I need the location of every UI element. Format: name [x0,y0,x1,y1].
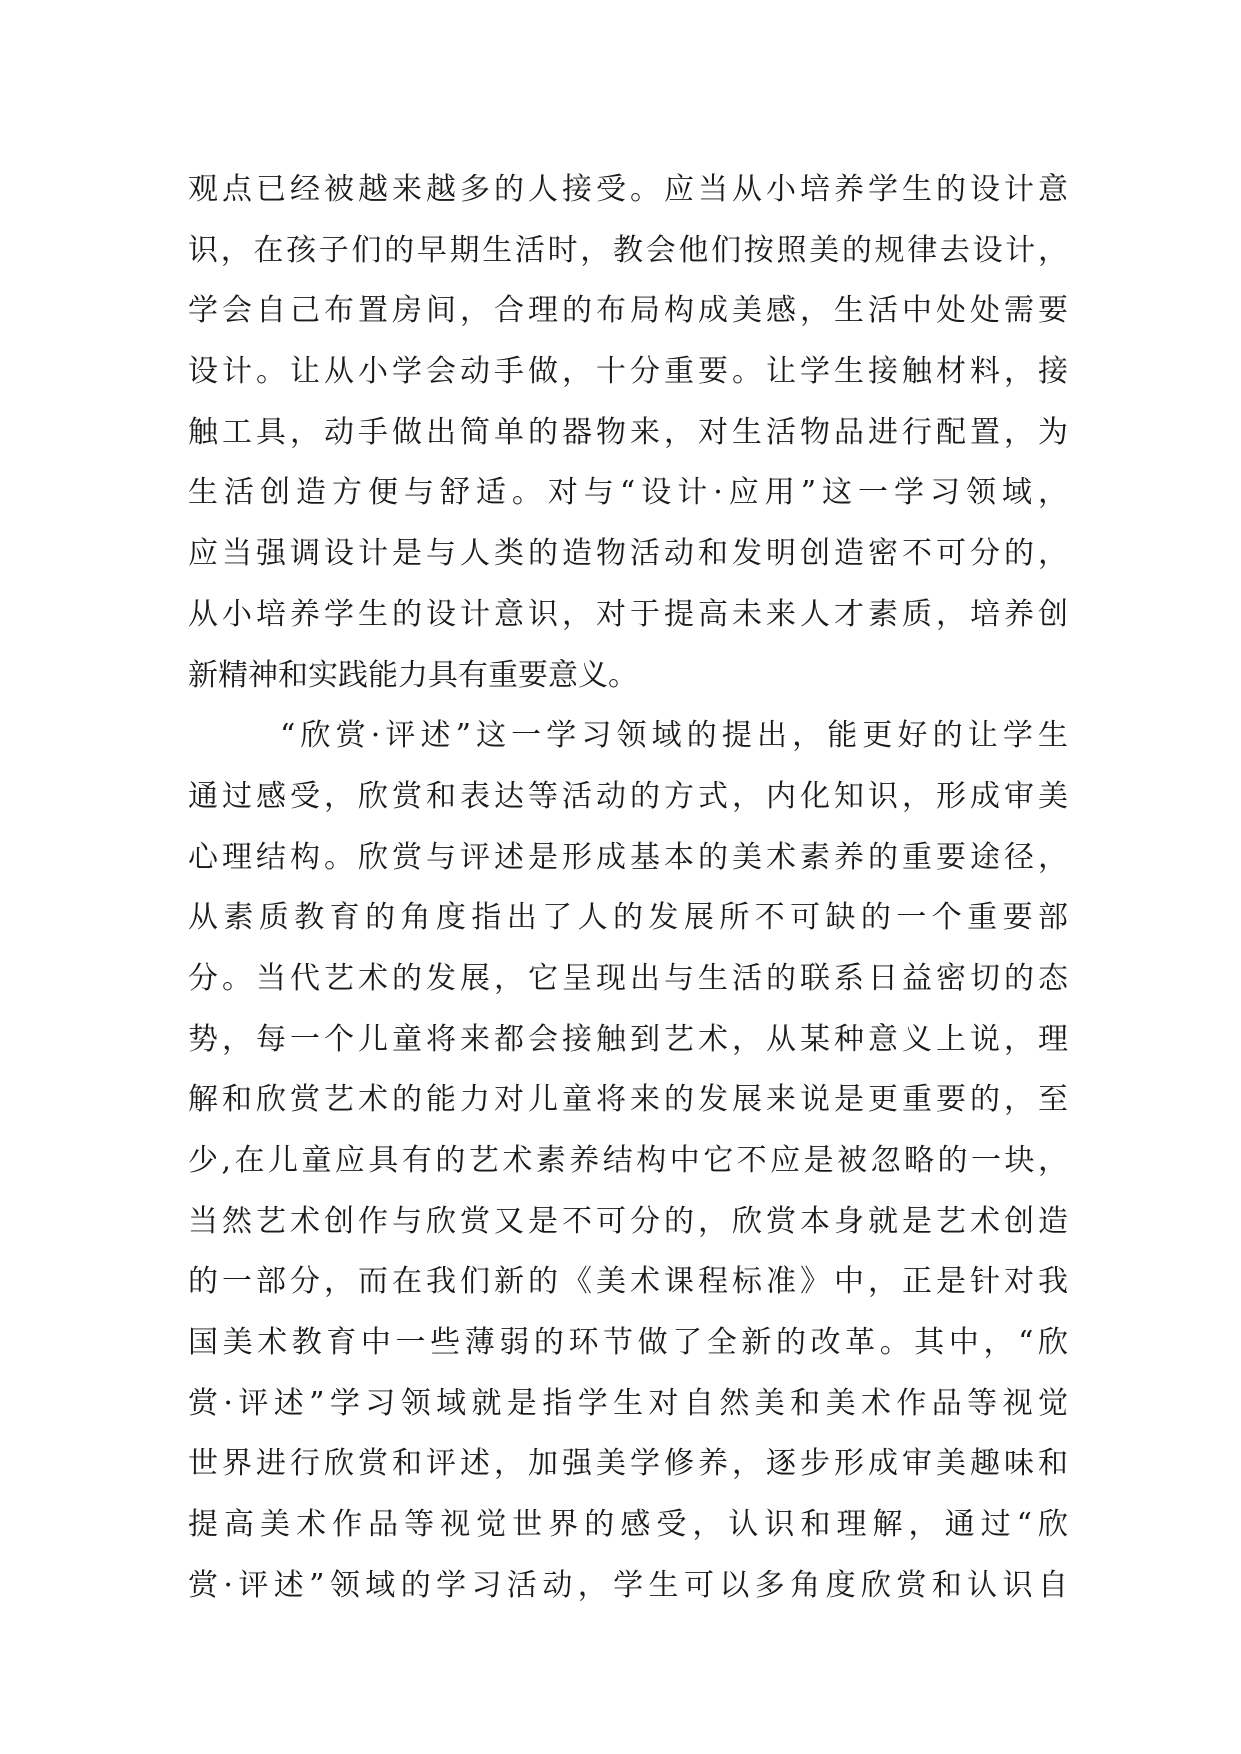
text-line: 识，在孩子们的早期生活时，教会他们按照美的规律去设计， [188,232,1068,268]
text-line: 通过感受，欣赏和表达等活动的方式，内化知识，形成审美 [188,778,1068,814]
text-line: 生活创造方便与舒适。对与“设计·应用”这一学习领域， [188,475,1068,511]
text-line: 分。当代艺术的发展，它呈现出与生活的联系日益密切的态 [188,960,1068,996]
text-line: 新精神和实践能力具有重要意义。 [188,657,638,693]
text-line: 势，每一个儿童将来都会接触到艺术，从某种意义上说，理 [188,1021,1068,1057]
text-line: 设计。让从小学会动手做，十分重要。让学生接触材料，接 [188,354,1068,390]
text-line: 世界进行欣赏和评述，加强美学修养，逐步形成审美趣味和 [188,1446,1068,1482]
text-line: 心理结构。欣赏与评述是形成基本的美术素养的重要途径， [188,839,1068,875]
text-line: 少,在儿童应具有的艺术素养结构中它不应是被忽略的一块， [188,1143,1068,1178]
text-line: 赏·评述”学习领域就是指学生对自然美和美术作品等视觉 [188,1385,1068,1421]
text-line: 触工具，动手做出简单的器物来，对生活物品进行配置，为 [188,414,1068,450]
paragraph-1 [188,160,1068,706]
text-line: 的一部分，而在我们新的《美术课程标准》中，正是针对我 [188,1264,1068,1300]
paragraph-2 [188,706,1068,1616]
body-text [188,160,1068,1617]
text-line: 从素质教育的角度指出了人的发展所不可缺的一个重要部 [188,900,1068,936]
text-line: 赏·评述”领域的学习活动，学生可以多角度欣赏和认识自 [188,1567,1068,1603]
text-line: 解和欣赏艺术的能力对儿童将来的发展来说是更重要的，至 [188,1082,1068,1118]
text-line: 学会自己布置房间，合理的布局构成美感，生活中处处需要 [188,293,1068,329]
text-line: “欣赏·评述”这一学习领域的提出，能更好的让学生 [280,718,1068,754]
text-line: 提高美术作品等视觉世界的感受，认识和理解，通过“欣 [188,1507,1068,1543]
text-line: 当然艺术创作与欣赏又是不可分的，欣赏本身就是艺术创造 [188,1203,1068,1239]
text-line: 观点已经被越来越多的人接受。应当从小培养学生的设计意 [188,172,1068,207]
text-line: 从小培养学生的设计意识，对于提高未来人才素质，培养创 [188,596,1068,632]
text-line: 国美术教育中一些薄弱的环节做了全新的改革。其中，“欣 [188,1325,1068,1361]
text-line: 应当强调设计是与人类的造物活动和发明创造密不可分的， [188,536,1068,572]
